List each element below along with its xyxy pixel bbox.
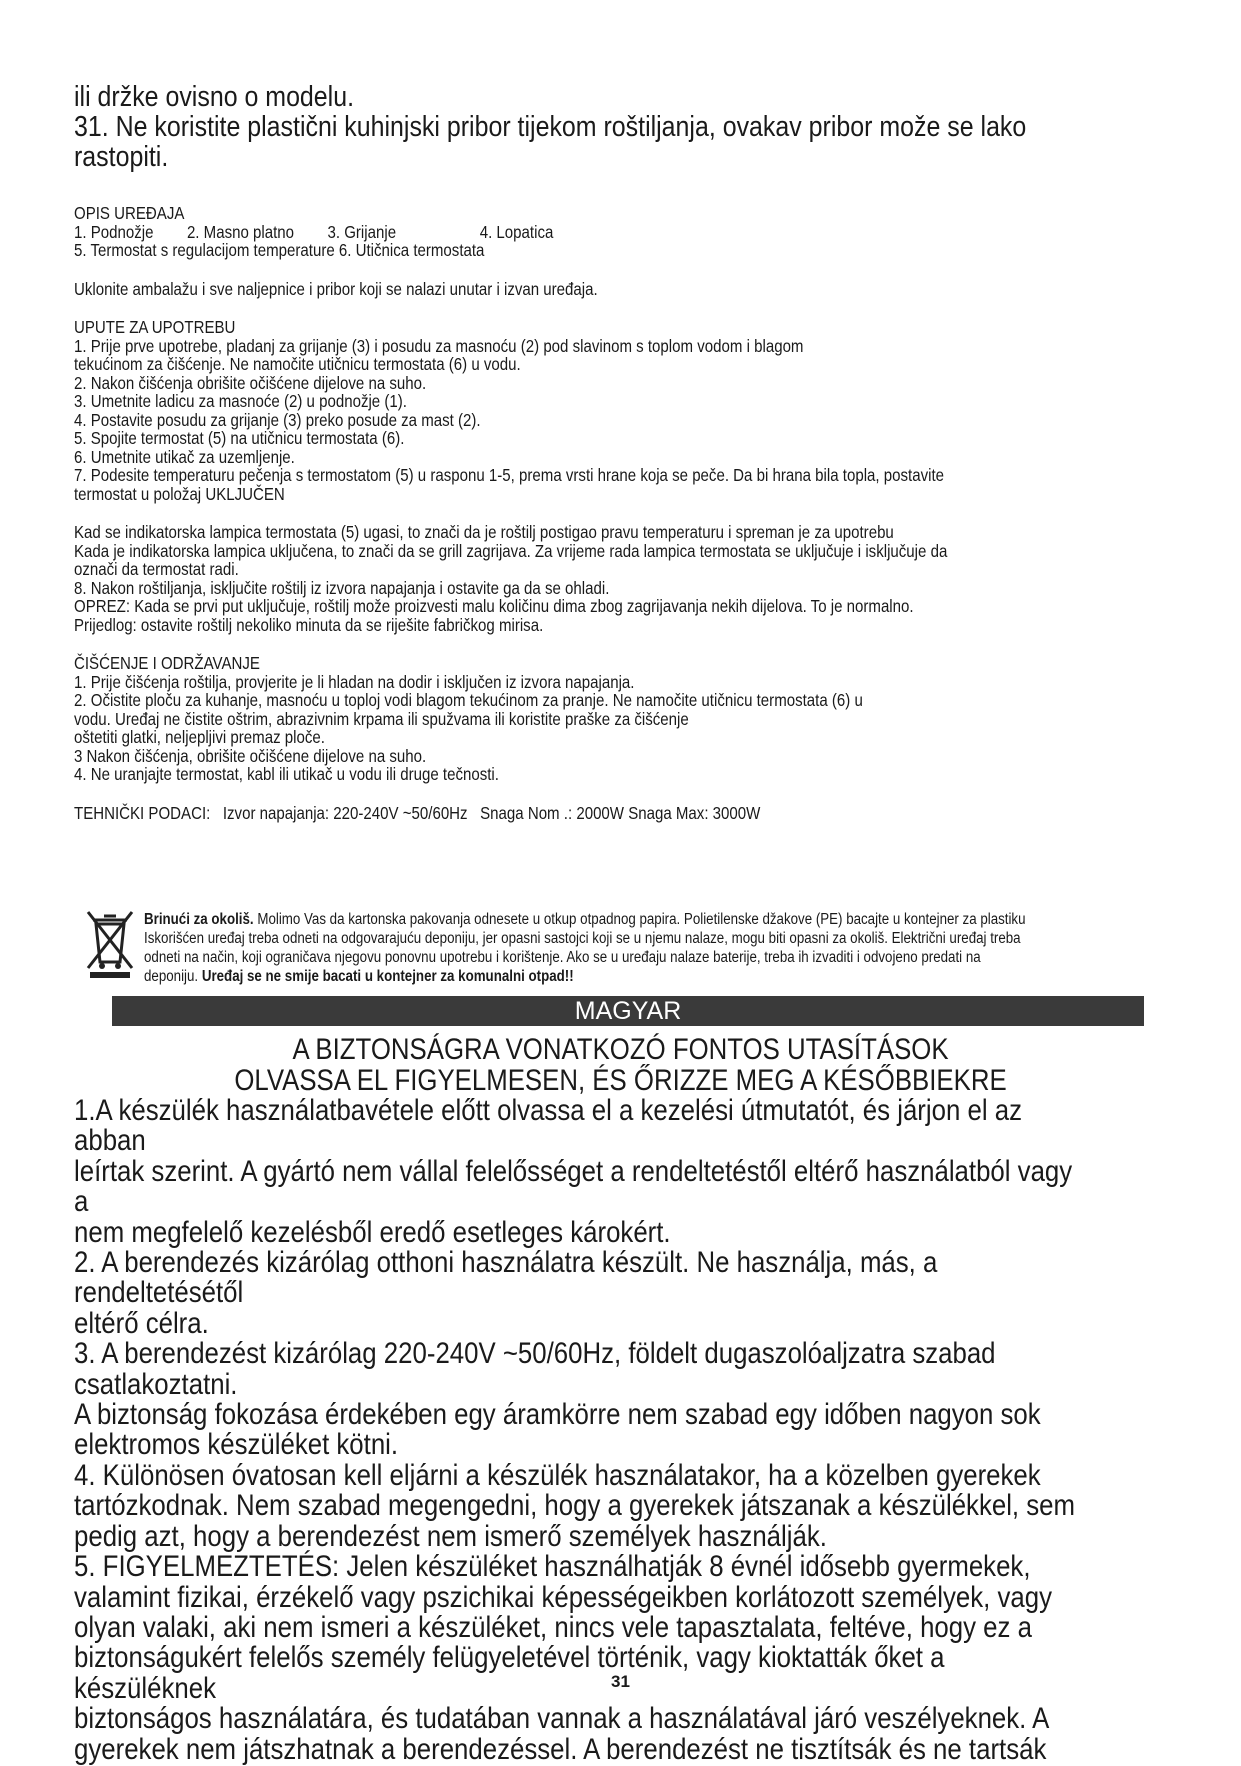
hungarian-line: valamint fizikai, érzékelő vagy pszichikai képességeikben korlátozott személyek, vagy bbox=[74, 1580, 1052, 1614]
hungarian-line: biztonságos használatára, és tudatában vannak a használatával járó veszélyeknek. A bbox=[74, 1702, 1050, 1736]
environment-notice bbox=[84, 910, 1204, 988]
ciscenje-line: 2. Očistite ploču za kuhanje, masnoću u toploj vodi blagom tekućinom za pranje. Ne namočite utičnicu termostata (6) u bbox=[74, 690, 863, 710]
indikator-line: Prijedlog: ostavite roštilj nekoliko minuta da se riješite fabričkog mirisa. bbox=[74, 614, 544, 635]
hungarian-line: biztonságukért felelős személy felügyeletével történik, vagy kioktatták őket a készüléknek bbox=[74, 1641, 945, 1705]
intro-line: rastopiti. bbox=[74, 141, 169, 173]
indikator-line: 8. Nakon roštiljanja, isključite roštilj iz izvora napajanja i ostavite ga da se ohladi. bbox=[74, 577, 610, 598]
environment-warning: Uređaj se ne smije bacati u kontejner za komunalni otpad!! bbox=[201, 968, 574, 985]
hungarian-line: csatlakoztatni. bbox=[74, 1367, 238, 1401]
upute-line: 5. Spojite termostat (5) na utičnicu termostata (6). bbox=[74, 428, 405, 448]
hungarian-line: 4. Különösen óvatosan kell eljárni a készülék használatakor, ha a közelben gyerekek bbox=[74, 1458, 1041, 1492]
page-number: 31 bbox=[611, 1672, 630, 1691]
opis-row: 1. Podnožje 2. Masno platno 3. Grijanje 4. Lopatica bbox=[74, 221, 554, 242]
tehnicki-podaci: TEHNIČKI PODACI: Izvor napajanja: 220-240V ~50/60Hz Snaga Nom .: 2000W Snaga Max: 3000W bbox=[74, 802, 761, 823]
ciscenje-line: 1. Prije čišćenja roštilja, provjerite je li hladan na dodir i isključen iz izvora napajanja. bbox=[74, 671, 635, 692]
upute-line: 6. Umetnite utikač za uzemljenje. bbox=[74, 446, 295, 467]
hungarian-line: olyan valaki, aki nem ismeri a készüléket, nincs vele tapasztalata, feltéve, hogy ez a bbox=[74, 1610, 1032, 1644]
ciscenje-title: ČIŠĆENJE I ODRŽAVANJE bbox=[74, 653, 260, 673]
upute-block bbox=[74, 318, 1132, 503]
hungarian-line: 2. A berendezés kizárólag otthoni használatra készült. Ne használja, más, a rendeltetésétől bbox=[74, 1246, 938, 1310]
upute-line: tekućinom za čišćenje. Ne namočite utičnicu termostata (6) u vodu. bbox=[74, 354, 521, 374]
intro-line: ili držke ovisno o modelu. bbox=[74, 81, 355, 113]
environment-line: deponiju. bbox=[144, 968, 202, 985]
upute-line: termostat u položaj UKLJUČEN bbox=[74, 483, 285, 504]
upute-line: 4. Postavite posudu za grijanje (3) preko posude za mast (2). bbox=[74, 409, 481, 430]
hungarian-line: 1.A készülék használatbavétele előtt olvassa el a kezelési útmutatót, és járjon el az abban bbox=[74, 1094, 1022, 1158]
ciscenje-line: 3 Nakon čišćenja, obrišite očišćene dijelove na suho. bbox=[74, 745, 427, 766]
hungarian-line: nem megfelelő kezelésből eredő esetleges károkért. bbox=[74, 1215, 671, 1249]
indikator-line: OPREZ: Kada se prvi put uključuje, roštilj može proizvesti malu količinu dima zbog zagrijavanja nekih dijelova. To je normalno. bbox=[74, 596, 914, 616]
crossed-bin-icon bbox=[84, 910, 136, 980]
croatian-section bbox=[74, 82, 1174, 822]
upute-line: 1. Prije prve upotrebe, pladanj za grijanje (3) i posudu za masnoću (2) pod slavinom s toplom vodom i blagom bbox=[74, 335, 804, 356]
hungarian-heading-line: A BIZTONSÁGRA VONATKOZÓ FONTOS UTASÍTÁSOK bbox=[292, 1033, 949, 1066]
hungarian-line: leírtak szerint. A gyártó nem vállal felelősséget a rendeltetéstől eltérő használatból vagy a bbox=[74, 1154, 1073, 1219]
environment-text bbox=[144, 910, 1202, 986]
opis-title: OPIS UREĐAJA bbox=[74, 203, 185, 223]
intro-block bbox=[74, 82, 1089, 172]
language-label: MAGYAR bbox=[574, 997, 682, 1025]
indikator-block bbox=[74, 523, 1132, 634]
hungarian-heading bbox=[0, 1034, 1241, 1096]
language-band bbox=[112, 996, 1144, 1026]
hungarian-line: 3. A berendezést kizárólag 220-240V ~50/60Hz, földelt dugaszolóaljzatra szabad bbox=[74, 1337, 996, 1371]
hungarian-line: A biztonság fokozása érdekében egy áramkörre nem szabad egy időben nagyon sok bbox=[74, 1398, 1041, 1432]
ciscenje-line: 4. Ne uranjajte termostat, kabl ili utikač u vodu ili druge tečnosti. bbox=[74, 764, 499, 784]
hungarian-body bbox=[74, 1096, 1089, 1765]
environment-line: Iskorišćen uređaj treba odneti na odgovarajuću deponiju, jer opasni sastojci koji se u njemu nalaze, mogu biti opasni za okoliš. Električni uređaj treba bbox=[144, 930, 1021, 947]
opis-row: 5. Termostat s regulacijom temperature 6. Utičnica termostata bbox=[74, 240, 485, 260]
environment-lead: Brinući za okoliš. bbox=[144, 911, 254, 928]
hungarian-line: tartózkodnak. Nem szabad megengedni, hogy a gyerekek játszanak a készülékkel, sem bbox=[74, 1489, 1076, 1523]
environment-line: Molimo Vas da kartonska pakovanja odnesete u otkup otpadnog papira. Polietilenske džakove (PE) bacajte u kontejner za plastiku bbox=[253, 911, 1026, 928]
upute-line: 2. Nakon čišćenja obrišite očišćene dijelove na suho. bbox=[74, 372, 427, 393]
indikator-line: označi da termostat radi. bbox=[74, 559, 239, 579]
hungarian-line: gyerekek nem játszhatnak a berendezéssel. A berendezést ne tisztítsák és ne tartsák bbox=[74, 1732, 1047, 1766]
environment-line: odneti na način, koji ograničava njegovu ponovnu upotrebu i korištenje. Ako se u uređaju nalaze baterije, treba ih izvaditi i odvojeno predati na bbox=[144, 949, 981, 966]
upute-line: 3. Umetnite ladicu za masnoće (2) u podnožje (1). bbox=[74, 391, 407, 411]
hungarian-heading-line: OLVASSA EL FIGYELMESEN, ÉS ŐRIZZE MEG A KÉSŐBBIEKRE bbox=[234, 1064, 1007, 1097]
hungarian-line: pedig azt, hogy a berendezést nem ismerő személyek használják. bbox=[74, 1519, 827, 1553]
opis-block bbox=[74, 204, 1132, 260]
indikator-line: Kada je indikatorska lampica uključena, to znači da se grill zagrijava. Za vrijeme rada lampica termostata se uključuje i isključuje da bbox=[74, 540, 948, 561]
ciscenje-line: vodu. Uređaj ne čistite oštrim, abrazivnim krpama ili spužvama ili koristite praške za čišćenje bbox=[74, 708, 689, 729]
ciscenje-block bbox=[74, 654, 1132, 784]
tehnicki-block bbox=[74, 804, 1132, 823]
upute-title: UPUTE ZA UPOTREBU bbox=[74, 317, 236, 337]
unpack-note bbox=[74, 280, 1132, 299]
ciscenje-line: oštetiti glatki, neljepljivi premaz ploče. bbox=[74, 727, 325, 747]
unpack-text: Uklonite ambalažu i sve naljepnice i pribor koji se nalazi unutar i izvan uređaja. bbox=[74, 278, 598, 299]
upute-line: 7. Podesite temperaturu pečenja s termostatom (5) u rasponu 1-5, prema vrsti hrane koja se peče. Da bi hrana bila topla, postavite bbox=[74, 465, 945, 485]
hungarian-line: 5. FIGYELMEZTETÉS: Jelen készüléket használhatják 8 évnél idősebb gyermekek, bbox=[74, 1550, 1031, 1584]
intro-line: 31. Ne koristite plastični kuhinjski pribor tijekom roštiljanja, ovakav pribor može se lako bbox=[74, 111, 1027, 143]
hungarian-line: elektromos készüléket kötni. bbox=[74, 1428, 399, 1462]
indikator-line: Kad se indikatorska lampica termostata (5) ugasi, to znači da je roštilj postigao pravu temperaturu i spreman je za upotrebu bbox=[74, 522, 894, 542]
hungarian-line: eltérő célra. bbox=[74, 1306, 209, 1340]
